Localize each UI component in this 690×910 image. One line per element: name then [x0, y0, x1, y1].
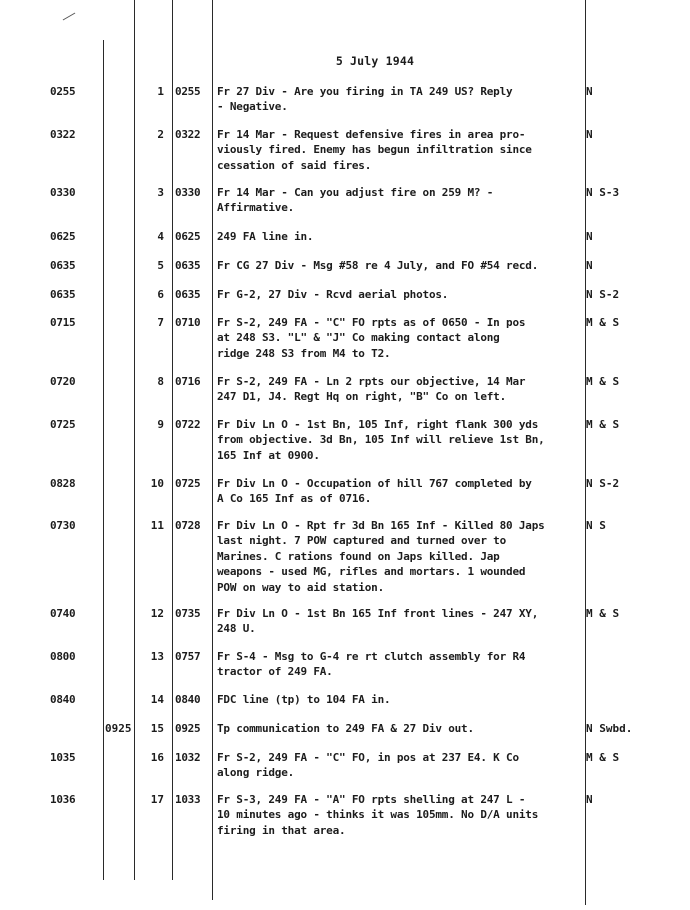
entry-distribution: N S-2 — [586, 288, 620, 301]
entry-msg-time: 0728 — [175, 519, 201, 532]
entry-msg-time: 0840 — [175, 693, 201, 706]
entry-time: 0715 — [50, 316, 76, 329]
entry-number: 16 — [150, 751, 164, 764]
entry-distribution: N S-3 — [586, 186, 620, 199]
entry-msg-time: 0635 — [175, 288, 201, 301]
entry-message: Fr S-2, 249 FA - "C" FO, in pos at 237 E4. K Co along ridge. — [217, 751, 519, 780]
entry-time: 0625 — [50, 230, 76, 243]
entry-time: 0720 — [50, 375, 76, 388]
entry-distribution: M & S — [586, 751, 620, 764]
entry-message: 249 FA line in. — [217, 230, 314, 243]
entry-number: 8 — [157, 375, 164, 388]
entry-message: Fr 14 Mar - Can you adjust fire on 259 M? - Affirmative. — [217, 186, 494, 215]
entry-message: Fr Div Ln O - Rpt fr 3d Bn 165 Inf - Killed 80 Japs last night. 7 POW captured and turned over to Marines. C rations found on Japs killed. Jap weapons - used MG, rifles and mortars. 1 wounded POW on way to aid station. — [217, 519, 545, 594]
entry-message: Fr Div Ln O - 1st Bn 165 Inf front lines - 247 XY, 248 U. — [217, 607, 539, 636]
entry-time: 0255 — [50, 85, 76, 98]
column-rule — [103, 40, 104, 880]
entry-distribution: M & S — [586, 375, 620, 388]
entry-number: 12 — [150, 607, 164, 620]
entry-msg-time: 0722 — [175, 418, 201, 431]
entry-number: 1 — [157, 85, 164, 98]
entry-time: 0840 — [50, 693, 76, 706]
entry-distribution: N S — [586, 519, 606, 532]
entry-message: Fr Div Ln O - 1st Bn, 105 Inf, right flank 300 yds from objective. 3d Bn, 105 Inf will relieve 1st Bn, 165 Inf at 0900. — [217, 418, 545, 462]
entry-distribution: N — [586, 85, 593, 98]
column-rule — [134, 0, 135, 880]
entry-distribution: M & S — [586, 316, 620, 329]
entry-time: 1036 — [50, 793, 76, 806]
entry-message: Fr S-3, 249 FA - "A" FO rpts shelling at 247 L - 10 minutes ago - thinks it was 105mm. No D/A units firing in that area. — [217, 793, 539, 837]
entry-msg-time: 0635 — [175, 259, 201, 272]
entry-distribution: N — [586, 259, 593, 272]
entry-msg-time: 0925 — [175, 722, 201, 735]
entry-message: Fr 27 Div - Are you firing in TA 249 US? Reply - Negative. — [217, 85, 513, 114]
column-rule — [172, 0, 173, 880]
entry-message: Tp communication to 249 FA & 27 Div out. — [217, 722, 474, 735]
entry-msg-time: 0330 — [175, 186, 201, 199]
entry-time: 0730 — [50, 519, 76, 532]
entry-message: Fr S-2, 249 FA - "C" FO rpts as of 0650 - In pos at 248 S3. "L" & "J" Co making contact along ridge 248 S3 from M4 to T2. — [217, 316, 526, 360]
entry-msg-time: 0757 — [175, 650, 201, 663]
column-rule — [212, 0, 213, 900]
entry-distribution: N — [586, 793, 593, 806]
entry-time: 1035 — [50, 751, 76, 764]
entry-time: 0330 — [50, 186, 76, 199]
entry-number: 13 — [150, 650, 164, 663]
entry-msg-time: 0322 — [175, 128, 201, 141]
entry-message: Fr Div Ln O - Occupation of hill 767 completed by A Co 165 Inf as of 0716. — [217, 477, 532, 506]
entry-number: 15 — [150, 722, 164, 735]
entry-distribution: N — [586, 230, 593, 243]
entry-distribution: M & S — [586, 418, 620, 431]
pencil-mark — [63, 13, 76, 21]
entry-number: 7 — [157, 316, 164, 329]
entry-number: 2 — [157, 128, 164, 141]
entry-number: 11 — [150, 519, 164, 532]
entry-time: 0800 — [50, 650, 76, 663]
entry-msg-time: 1032 — [175, 751, 201, 764]
entry-time: 0322 — [50, 128, 76, 141]
entry-message: Fr G-2, 27 Div - Rcvd aerial photos. — [217, 288, 449, 301]
entry-msg-time: 0735 — [175, 607, 201, 620]
entry-distribution: M & S — [586, 607, 620, 620]
entry-number: 17 — [150, 793, 164, 806]
entry-msg-time: 1033 — [175, 793, 201, 806]
entry-number: 10 — [150, 477, 164, 490]
entry-message: Fr S-2, 249 FA - Ln 2 rpts our objective, 14 Mar 247 D1, J4. Regt Hq on right, "B" Co on left. — [217, 375, 526, 404]
entry-message: Fr S-4 - Msg to G-4 re rt clutch assembly for R4 tractor of 249 FA. — [217, 650, 526, 679]
entry-msg-time: 0716 — [175, 375, 201, 388]
entry-time: 0635 — [50, 288, 76, 301]
entry-number: 4 — [157, 230, 164, 243]
entry-msg-time: 0710 — [175, 316, 201, 329]
entry-message: FDC line (tp) to 104 FA in. — [217, 693, 391, 706]
entry-message: Fr 14 Mar - Request defensive fires in area pro- viously fired. Enemy has begun infiltration since cessation of said fires. — [217, 128, 532, 172]
entry-message: Fr CG 27 Div - Msg #58 re 4 July, and FO #54 recd. — [217, 259, 539, 272]
entry-time: 0828 — [50, 477, 76, 490]
entry-msg-time: 0255 — [175, 85, 201, 98]
page-date-heading: 5 July 1944 — [335, 54, 415, 68]
entry-number: 5 — [157, 259, 164, 272]
entry-number: 6 — [157, 288, 164, 301]
entry-number: 9 — [157, 418, 164, 431]
entry-distribution: N S-2 — [586, 477, 620, 490]
entry-msg-time: 0625 — [175, 230, 201, 243]
entry-number: 3 — [157, 186, 164, 199]
entry-distribution: N Swbd. — [586, 722, 633, 735]
entry-distribution: N — [586, 128, 593, 141]
entry-msg-time: 0725 — [175, 477, 201, 490]
entry-time: 0740 — [50, 607, 76, 620]
entry-time: 0635 — [50, 259, 76, 272]
entry-number: 14 — [150, 693, 164, 706]
entry-extra-time: 0925 — [105, 722, 132, 735]
entry-time: 0725 — [50, 418, 76, 431]
